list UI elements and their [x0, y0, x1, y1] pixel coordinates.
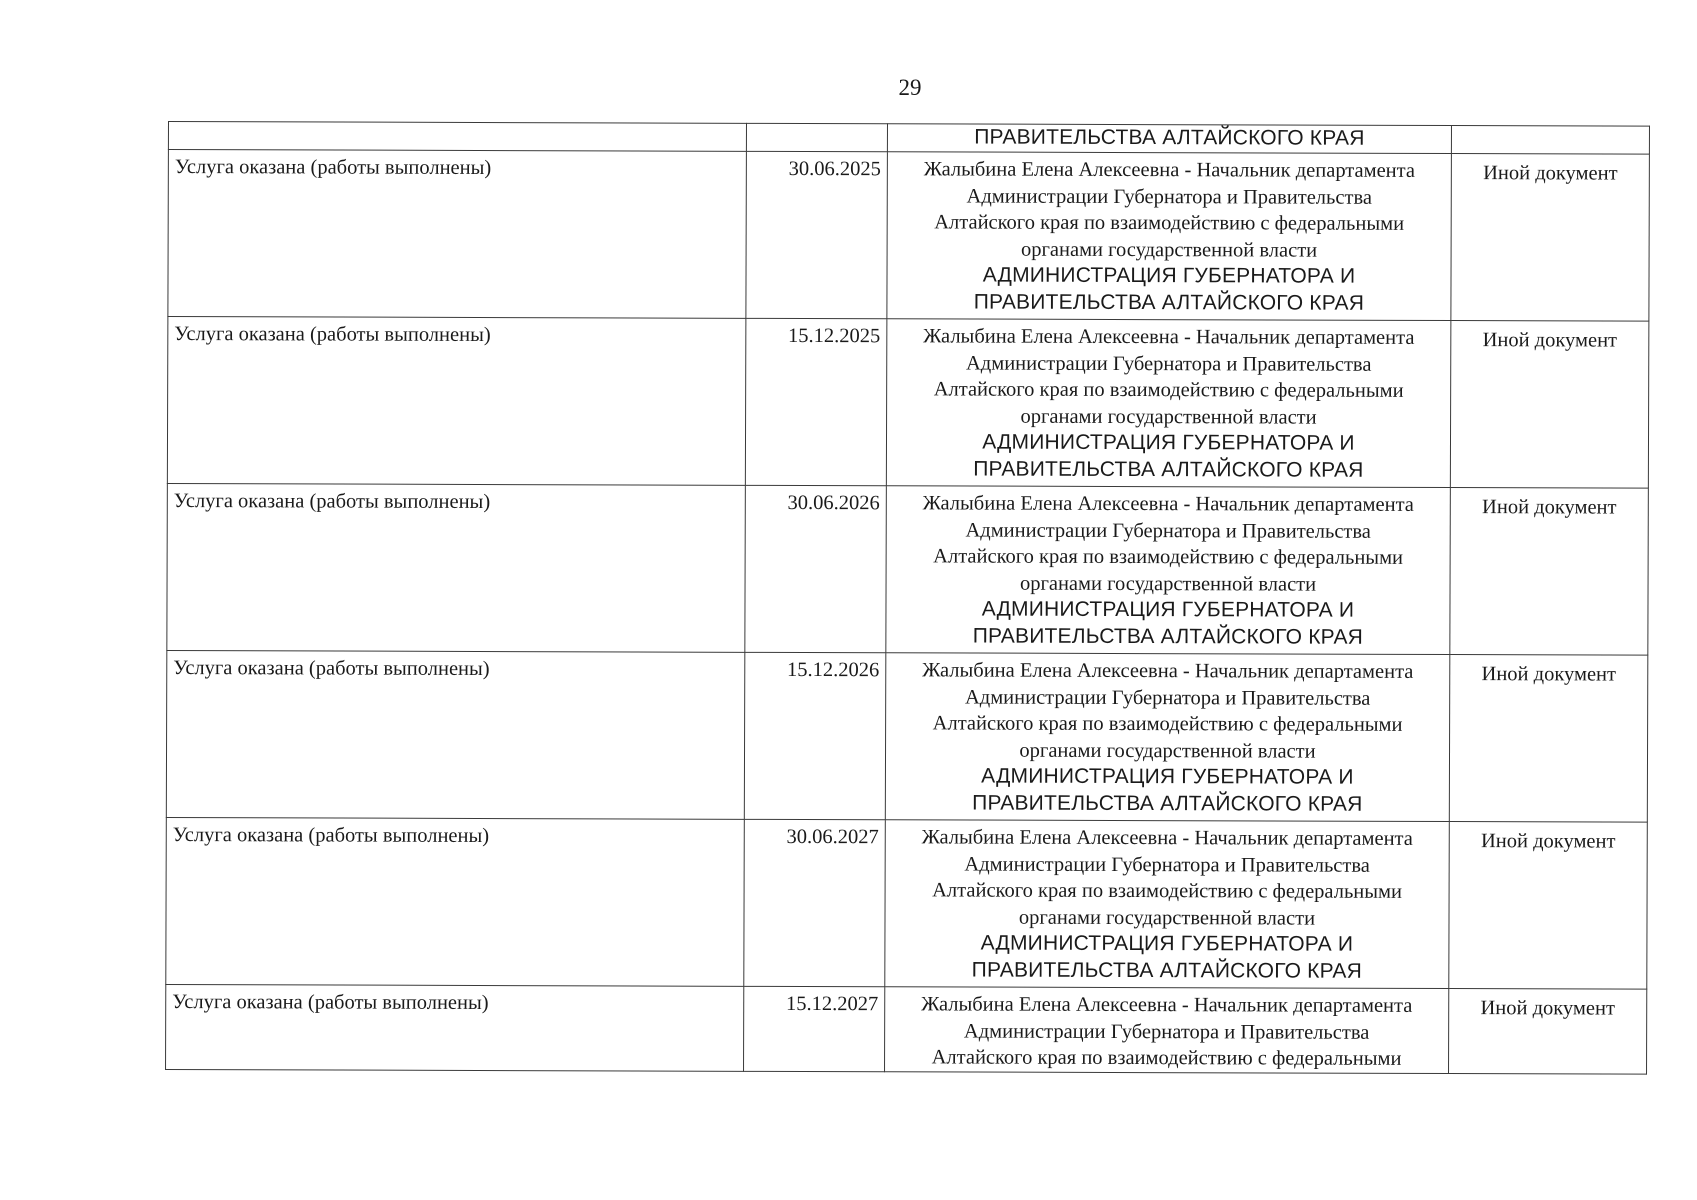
organization-line: АДМИНИСТРАЦИЯ ГУБЕРНАТОРА И [982, 263, 1356, 288]
organization-line: АДМИНИСТРАЦИЯ ГУБЕРНАТОРА И [982, 430, 1355, 455]
document-type-cell: Иной документ [1450, 321, 1649, 489]
responsible-cell [887, 124, 1451, 154]
table-body [166, 122, 1650, 1075]
responsible-person-line: Алтайского края по взаимодействию с федеральными [932, 712, 1403, 736]
organization-line: ПРАВИТЕЛЬСТВА АЛТАЙСКОГО КРАЯ [974, 125, 1365, 150]
document-type-cell [1451, 126, 1649, 155]
document-type-cell: Иной документ [1449, 822, 1648, 990]
status-cell: Услуга оказана (работы выполнены) [166, 817, 745, 986]
responsible-person-line: Алтайского края по взаимодействию с федеральными [933, 545, 1404, 569]
responsible-person-line: Жалыбина Елена Алексеевна - Начальник департамента [921, 993, 1413, 1017]
responsible-person-line: Жалыбина Елена Алексеевна - Начальник департамента [921, 826, 1413, 850]
document-type-cell: Иной документ [1451, 154, 1650, 322]
responsible-person-line: Администрации Губернатора и Правительства [963, 1020, 1370, 1044]
responsible-person-line: Администрации Губернатора и Правительства [964, 686, 1371, 710]
status-cell: Услуга оказана (работы выполнены) [166, 650, 745, 819]
document-type-cell: Иной документ [1450, 488, 1649, 656]
status-cell: Услуга оказана (работы выполнены) [167, 483, 746, 652]
responsible-person-line: Администрации Губернатора и Правительства [964, 853, 1370, 877]
responsible-cell [885, 987, 1449, 1074]
responsible-person-line: органами государственной власти [1020, 238, 1318, 262]
date-cell: 30.06.2027 [744, 819, 886, 986]
date-cell: 15.12.2025 [745, 318, 887, 485]
responsible-person-line: органами государственной власти [1018, 906, 1316, 930]
responsible-person-line: Жалыбина Елена Алексеевна - Начальник департамента [923, 325, 1415, 349]
responsible-person-line: органами государственной власти [1020, 405, 1317, 429]
responsible-person-line: органами государственной власти [1019, 739, 1316, 763]
date-cell [746, 123, 887, 151]
responsible-person-line: органами государственной власти [1019, 572, 1317, 596]
date-cell: 30.06.2025 [746, 151, 888, 318]
organization-line: ПРАВИТЕЛЬСТВА АЛТАЙСКОГО КРАЯ [971, 958, 1363, 983]
responsible-person-line: Жалыбина Елена Алексеевна - Начальник департамента [922, 659, 1414, 683]
responsible-cell [885, 653, 1450, 822]
table-row [168, 150, 1650, 322]
organization-line: ПРАВИТЕЛЬСТВА АЛТАЙСКОГО КРАЯ [973, 457, 1364, 482]
organization-line: ПРАВИТЕЛЬСТВА АЛТАЙСКОГО КРАЯ [973, 290, 1365, 315]
responsible-cell [886, 486, 1451, 655]
responsible-person-line: Администрации Губернатора и Правительства [965, 352, 1372, 376]
table-row [166, 650, 1648, 822]
document-type-cell: Иной документ [1449, 655, 1648, 823]
organization-line: ПРАВИТЕЛЬСТВА АЛТАЙСКОГО КРАЯ [972, 624, 1364, 649]
status-cell: Услуга оказана (работы выполнены) [167, 317, 746, 486]
responsible-person-line: Алтайского края по взаимодействию с федеральными [933, 378, 1404, 402]
responsible-person-line: Алтайского края по взаимодействию с федеральными [931, 1046, 1402, 1070]
responsible-cell [886, 319, 1451, 488]
control-points-table [165, 121, 1650, 1075]
table-row [167, 317, 1649, 489]
responsible-person-line: Администрации Губернатора и Правительства [965, 519, 1371, 543]
responsible-cell [887, 152, 1452, 321]
status-cell: Услуга оказана (работы выполнены) [166, 984, 744, 1071]
organization-line: АДМИНИСТРАЦИЯ ГУБЕРНАТОРА И [980, 931, 1354, 956]
page-number: 29 [898, 75, 922, 100]
responsible-person-line: Жалыбина Елена Алексеевна - Начальник департамента [922, 492, 1414, 516]
responsible-person-line: Администрации Губернатора и Правительства [966, 185, 1373, 209]
date-cell: 15.12.2027 [744, 986, 885, 1071]
table-row [167, 483, 1649, 655]
table-row [166, 984, 1647, 1074]
date-cell: 15.12.2026 [744, 652, 886, 819]
document-type-cell: Иной документ [1449, 989, 1647, 1075]
organization-line: ПРАВИТЕЛЬСТВА АЛТАЙСКОГО КРАЯ [972, 791, 1363, 816]
responsible-person-line: Жалыбина Елена Алексеевна - Начальник департамента [923, 158, 1416, 182]
status-cell: Услуга оказана (работы выполнены) [168, 150, 747, 319]
organization-line: АДМИНИСТРАЦИЯ ГУБЕРНАТОРА И [981, 764, 1354, 789]
organization-line: АДМИНИСТРАЦИЯ ГУБЕРНАТОРА И [981, 597, 1355, 622]
status-cell [168, 122, 746, 152]
responsible-person-line: Алтайского края по взаимодействию с федеральными [934, 211, 1405, 235]
responsible-person-line: Алтайского края по взаимодействию с федеральными [932, 879, 1403, 903]
table-row [166, 817, 1648, 989]
responsible-cell [885, 820, 1450, 989]
date-cell: 30.06.2026 [745, 485, 887, 652]
